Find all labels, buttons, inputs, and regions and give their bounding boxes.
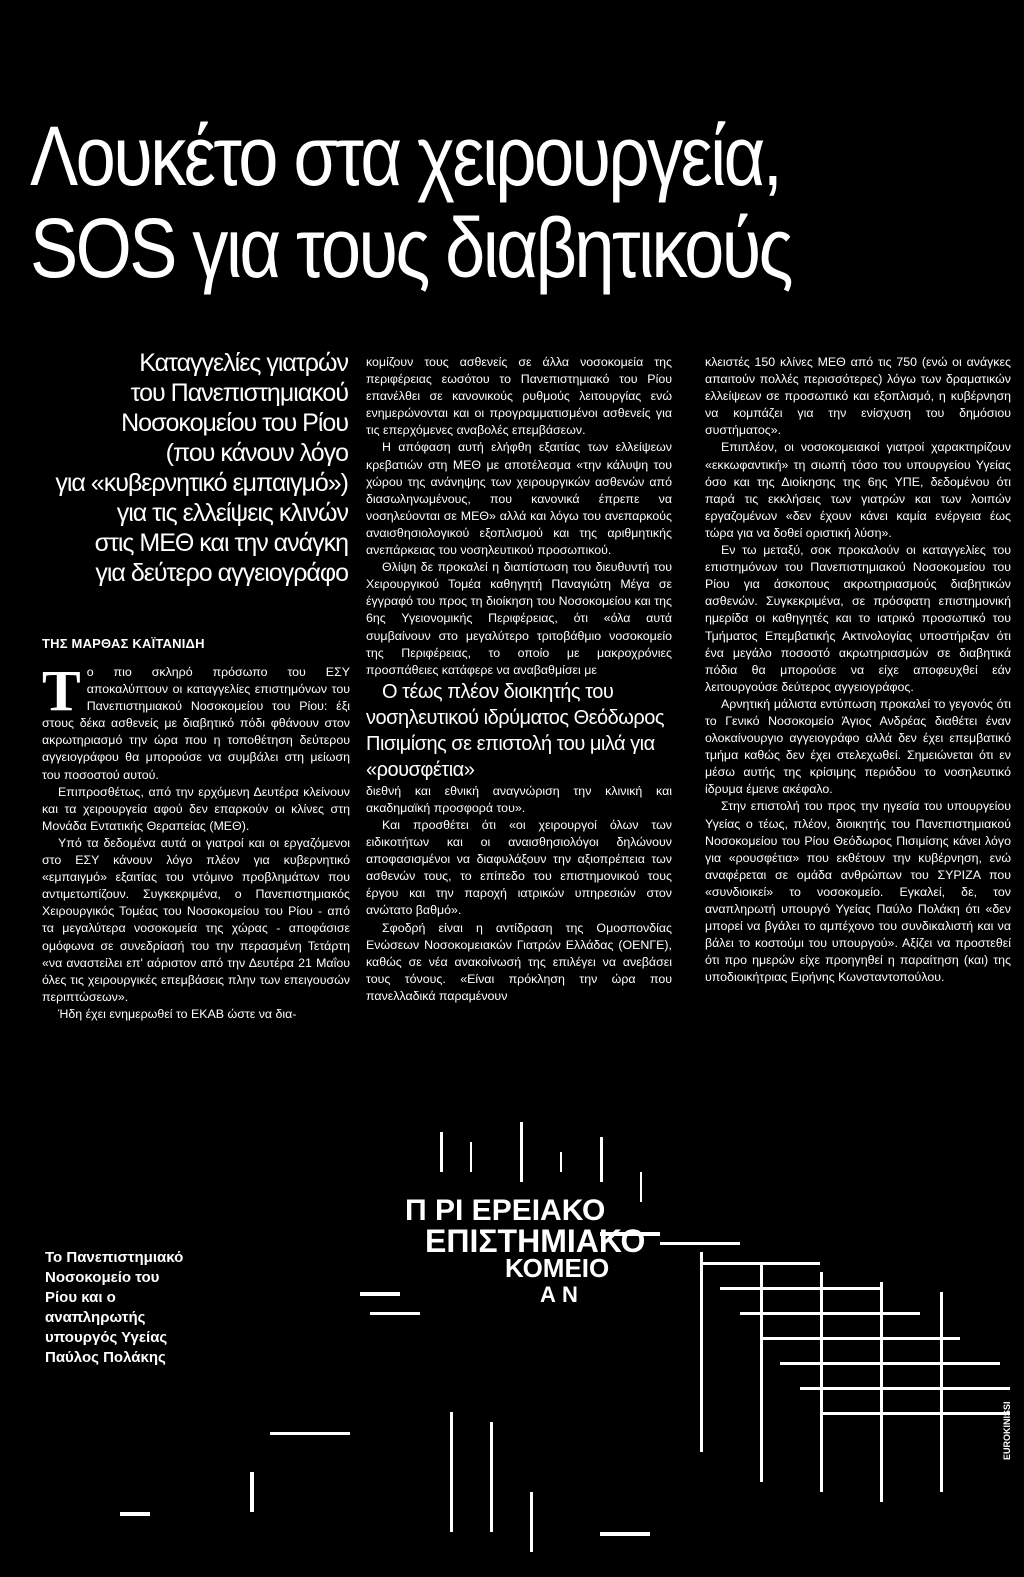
body-paragraph: διεθνή και εθνική αναγνώριση την κλινική και ακαδημαϊκή προσφορά του».: [366, 783, 672, 815]
body-paragraph: κομίζουν τους ασθενείς σε άλλα νοσοκομεία της περιφέρειας εωσότου το Πανεπιστημιακό του Ρίου επανέλθει σε κανονικούς ρυθμούς λειτουργίας ενώ ενημερώνονται και οι προγραμματισμένοι ασθενείς για τις επερχόμενες αναβολές επεμβάσεων.: [366, 355, 672, 438]
article-column-2: [366, 354, 672, 1005]
sign-line-2: ΕΠΙΣΤΗΜΙΑΚΟ: [425, 1223, 646, 1259]
subhead-line: στις ΜΕΘ και την ανάγκη: [94, 529, 348, 557]
photo-credit: EUROKINISSI: [1002, 1401, 1012, 1460]
sign-line-3: ΚΟΜΕΙΟ: [505, 1253, 610, 1283]
body-paragraph: Εν τω μεταξύ, σοκ προκαλούν οι καταγγελίες του επιστημόνων του Πανεπιστημιακού Νοσοκομείου του Ρίου για άσκοπους ακρωτηριασμούς διαβητικών ασθενών. Συγκεκριμένα, σε πρόσφατη επιστημονική ημερίδα οι καθηγητές και το ιατρικό προσωπικό του Τμήματος Επεμβατικής Ακτινολογίας υποστήριξαν ότι ένα μεγάλο ποσοστό ακρωτηριασμών σε διαβητικά πόδια θα μπορούσε να είχε αποφευχθεί εάν λειτουργούσε δεύτερος αγγειογράφος.: [705, 543, 1011, 694]
lead-text: ο πιο σκληρό πρόσωπο του ΕΣΥ αποκαλύπτουν οι καταγγελίες επιστημόνων του Πανεπιστημιακού Νοσοκομείου του Ρίου: έξι στους δέκα ασθενείς με διαβητικό πόδι φθάνουν στον ακρωτηριασμό την ώρα που η τοποθέτηση δεύτερου αγγειογράφου θα μπορούσε να συμβάλει στη μείωση του ποσοστού αυτού.: [42, 665, 350, 782]
lead-paragraph: [42, 658, 350, 784]
headline-line-2: SOS για τους διαβητικούς: [30, 201, 791, 295]
body-paragraph: Επιπλέον, οι νοσοκομειακοί γιατροί χαρακτηρίζουν «εκκωφαντική» τη σιωπή τόσο του υπουργείου Υγείας όσο και της Διοίκησης της 6ης ΥΠΕ, δεδομένου ότι παρά τις εκκλήσεις των γιατρών και των λοιπών εργαζομένων «δεν έχουν κάνει καμία ενέργεια έως τώρα για να δοθεί οριστική λύση».: [705, 440, 1011, 540]
body-paragraph: Επιπροσθέτως, από την ερχόμενη Δευτέρα κλείνουν και τα χειρουργεία αφού δεν επαρκούν οι κλίνες στη Μονάδα Εντατικής Θεραπείας (ΜΕΘ).: [42, 784, 350, 833]
article-column-1: [42, 658, 350, 1023]
subhead-line: (που κάνουν λόγο: [165, 439, 348, 467]
subhead-line: Νοσοκομείου του Ρίου: [121, 409, 348, 437]
body-paragraph: Στην επιστολή του προς την ηγεσία του υπουργείου Υγείας ο τέως, πλέον, διοικητής του Πανεπιστημιακού Νοσοκομείου του Ρίου Θεόδωρος Πισιμίσης κάνει λόγο για «ρουσφέτια» που εκθέτουν την κυβέρνηση, ενώ αναφέρεται σε ομάδα ανθρώπων του ΣΥΡΙΖΑ που «συνδιοικεί» το νοσοκομείο. Εγκαλεί, δε, τον αναπληρωτή υπουργό Υγείας Παύλο Πολάκη ότι «δεν μπορεί να βγάλει το αμπέχονο του συνδικαλιστή και να βάλει το κοστούμι του υπουργού». Αξίζει να προστεθεί ότι προ ημερών είχε προηγηθεί η παραίτηση (και) της υποδιοικήτριας Ειρήνης Κωνσταντοπούλου.: [705, 799, 1011, 985]
subhead-line: για δεύτερο αγγειογράφο: [95, 559, 348, 587]
body-paragraph: Θλίψη δε προκαλεί η διαπίστωση του διευθυντή του Χειρουργικού Τομέα καθηγητή Παναγιώτη Μέγα σε έγγραφό του προς τη διοίκηση του Νοσοκομείου και της 6ης Υγειονομικής Περιφέρειας, ότι «όλα αυτά συμβαίνουν στο μεγαλύτερο τριτοβάθμιο νοσοκομείο της Περιφέρειας, το οποίο με μακροχρόνιες προσπάθειες κατάφερε να αναβαθμίσει με: [366, 560, 672, 677]
body-paragraph: Ήδη έχει ενημερωθεί το ΕΚΑΒ ώστε να δια-: [58, 1006, 297, 1021]
byline: ΤΗΣ ΜΑΡΘΑΣ ΚΑΪΤΑΝΙΔΗ: [42, 636, 205, 651]
subhead-line: για «κυβερνητικό εμπαιγμό»): [55, 469, 348, 497]
subhead-line: Καταγγελίες γιατρών: [139, 349, 348, 377]
pull-quote: Ο τέως πλέον διοικητής του νοσηλευτικού ιδρύματος Θεόδωρος Πισιμίσης σε επιστολή του μιλά για «ρουσφέτια»: [366, 680, 665, 781]
subheadline: [40, 348, 348, 588]
body-paragraph: κλειστές 150 κλίνες ΜΕΘ από τις 750 (ενώ οι ανάγκες απαιτούν πολλές περισσότερες) λόγω των δραματικών ελλείψεων σε προσωπικό και εξοπλισμό, η κυβέρνηση να κομπάζει για την ενίσχυση του δημόσιου συστήματος».: [705, 355, 1011, 438]
building-window-lights: [120, 1122, 1010, 1552]
body-paragraph: Η απόφαση αυτή ελήφθη εξαιτίας των ελλείψεων κρεβατιών στη ΜΕΘ με αποτέλεσμα «την κάλυψη του χώρου της ανάνηψης των χειρουργικών ασθενών από διασωληνωμένους, που κανονικά έπρεπε να νοσηλεύονται σε ΜΕΘ» αλλά και λόγω του ανεπαρκούς αναισθησιολογικού εξοπλισμού και της αριθμητικής ανεπάρκειας του νοσηλευτικού προσωπικού.: [366, 440, 672, 558]
headline: [30, 110, 873, 294]
subhead-line: του Πανεπιστημιακού: [130, 379, 348, 407]
sign-line-4: Α Ν: [540, 1282, 578, 1307]
body-paragraph: Και προσθέτει ότι «οι χειρουργοί όλων των ειδικοτήτων και οι αναισθησιολόγοι δηλώνουν αποφασισμένοι να διαφυλάξουν την αξιοπρέπεια των ασθενών τους, το επίπεδο του επιστημονικού τους έργου και την παροχή ιατρικών υπηρεσιών στον ανώτατο βαθμό».: [366, 817, 672, 918]
headline-line-1: Λουκέτο στα χειρουργεία,: [30, 109, 781, 203]
photo-caption: Το Πανεπιστημιακό Νοσοκομείο του Ρίου και ο αναπληρωτής υπουργός Υγείας Παύλος Πολάκης: [45, 1249, 184, 1366]
body-paragraph: Σφοδρή είναι η αντίδραση της Ομοσπονδίας Ενώσεων Νοσοκομειακών Γιατρών Ελλάδας (ΟΕΝΓΕ), καθώς σε νέα ανακοίνωσή της επιλέγει να ανεβάσει τους τόνους. «Είναι πρόκληση την ώρα που πανελλαδικά παραμένουν: [366, 920, 672, 1003]
body-paragraph: Αρνητική μάλιστα εντύπωση προκαλεί το γεγονός ότι το Γενικό Νοσοκομείο Άγιος Ανδρέας διαθέτει έναν ολοκαίνουργιο αγγειογράφο αλλά δεν έχει επεμβατικό τμήμα καθώς δεν έχει στελεχωθεί. Σημειώνεται ότι εν μέσω αυτής της κρίσιμης περιόδου το νοσηλευτικό ίδρυμα έμεινε ακέφαλο.: [705, 696, 1011, 797]
drop-cap: Τ: [42, 658, 81, 723]
sign-line-1: Π ΡΙ ΕΡΕΙΑΚΟ: [405, 1194, 606, 1227]
body-paragraph: Υπό τα δεδομένα αυτά οι γιατροί και οι εργαζόμενοι στο ΕΣΥ κάνουν λόγο πλέον για κυβερνητικό «εμπαιγμό» εξαιτίας του ντόμινο προβλημάτων που αντιμετωπίζουν. Συγκεκριμένα, ο Πανεπιστημιακός Χειρουργικός Τομέας του Νοσοκομείου του Ρίου - από τα μεγαλύτερα νοσοκομεία της χώρας - αποφάσισε ομόφωνα σε συνεδρίασή του την περασμένη Τετάρτη «να αναστείλει επ' αόριστον από την Δευτέρα 21 Μαΐου όλες τις χειρουργικές επεμβάσεις πλην των επειγουσών περιπτώσεων».: [42, 835, 350, 1004]
article-column-3: [705, 354, 1011, 986]
subhead-line: για τις ελλείψεις κλινών: [116, 499, 348, 527]
